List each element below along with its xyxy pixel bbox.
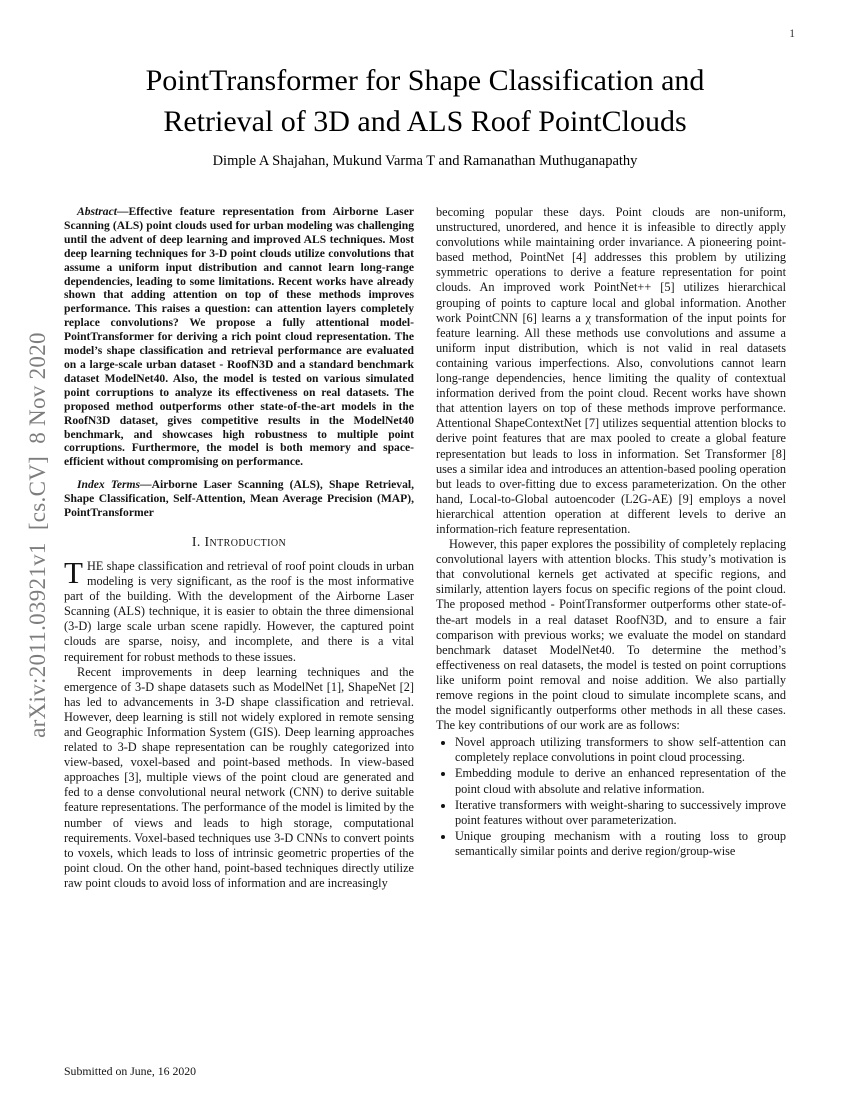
arxiv-watermark: arXiv:2011.03921v1 [cs.CV] 8 Nov 2020 <box>25 332 50 738</box>
contributions-list <box>442 735 786 859</box>
right-paragraph-1: becoming popular these days. Point clouds are non-uniform, unstructured, unordered, and hence it is infeasible to directly apply convolutions while maintaining order invariance. A pioneering point-based method, PointNet [4] addresses this problem by utilizing symmetric operations to derive a feature representation for point clouds. An improved work PointNet++ [5] utilizes hierarchical grouping of points to capture local and global information. Another work PointCNN [6] learns a χ transformation of the input points for feature learning. All these methods use convolutions and assume a uniform input distribution, which is not valid in real datasets containing various imperfections. Also, convolutions cannot learn long-range dependencies, hence limiting the quality of contextual information derived from the point cloud. Recent works have shown that attention layers on top of these methods improve performance. Attentional ShapeContextNet [7] utilizes sequential attention blocks to derive point features that are max pooled to create a global feature representation but leads to loss in information. Set Transformer [8] uses a similar idea and introduces an attention-based pooling operation but leads to over-fitting due to excess parameterization. On the other hand, Local-to-Global autoencoder (L2G-AE) [9] employs a novel hierarchical attention operation at different levels to derive an information-rich feature representation. <box>436 205 786 536</box>
intro-paragraph-1-text: HE shape classification and retrieval of roof point clouds in urban modeling is very significant, as the roof is the most informative part of the building. With the development of the Airborne Laser Scanning (ALS) technique, it is easier to obtain the three dimensional (3-D) large scale urban scene rapidly. However, the captured point clouds are sparse, noisy, and incomplete, and there is a vital requirement for robust methods to these issues. <box>64 558 414 664</box>
paper-header <box>0 0 850 170</box>
page-number: 1 <box>789 28 795 40</box>
contribution-item-4: • Unique grouping mechanism with a routing loss to group semantically similar points and derive region/group-wise <box>455 829 786 859</box>
paper-title <box>0 60 850 142</box>
index-terms-paragraph <box>64 478 414 520</box>
index-terms-text: Airborne Laser Scanning (ALS), Shape Retrieval, Shape Classification, Self-Attention, Mean Average Precision (MAP), PointTransformer <box>64 478 414 520</box>
right-column <box>436 205 786 891</box>
right-paragraph-2: However, this paper explores the possibility of completely replacing convolutional layers with attention blocks. This study’s motivation is that convolutional kernels get activated at specific regions, and similarly, attention layers focus on specific regions of the point cloud. The proposed method - PointTransformer outperforms other state-of-the-art models in a real dataset RoofN3D, and to ensure a fair comparison with previous works; we evaluate the model on standard benchmark dataset ModelNet40. To determine the method’s effectiveness on real datasets, the model is tested on point corruptions like uniform point removal and noise addition. We also partially remove regions in the point cloud to simulate incomplete scans, and the model significantly outperforms other methods in all these cases. The key contributions of our work are as follows: <box>436 537 786 733</box>
authors-line: Dimple A Shajahan, Mukund Varma T and Ramanathan Muthuganapathy <box>212 153 638 169</box>
abstract-text: Effective feature representation from Airborne Laser Scanning (ALS) point clouds used for urban modeling was challenging until the advent of deep learning and improved ALS techniques. Most deep learning techniques for 3-D point clouds utilize convolutions that assume a uniform input distribution and cannot learn long-range dependencies, leading to some limitations. Recent works have already shown that adding attention on top of these methods improves performance. This raises a question: can attention layers completely replace convolutions? We propose a fully attentional model-PointTransformer for deriving a rich point cloud representation. The model’s shape classification and retrieval performance are evaluated on a large-scale urban dataset - RoofN3D and a standard benchmark dataset ModelNet40. Also, the model is tested on various simulated point corruptions to analyze its effectiveness on real datasets. The proposed method outperforms other state-of-the-art models in the RoofN3D dataset, gives competitive results in the ModelNet40 benchmark, and showcases high robustness to multiple point corruptions. Furthermore, the model is both memory and space-efficient without compromising on performance. <box>64 205 414 469</box>
title-line-1: PointTransformer for Shape Classification and <box>145 64 705 97</box>
section-heading-introduction: I. Introduction <box>191 533 287 549</box>
dropcap-letter: T <box>64 554 83 590</box>
abstract-paragraph <box>64 205 414 469</box>
abstract-label: Abstract— <box>77 205 129 218</box>
intro-paragraph-1 <box>64 554 414 665</box>
title-line-2: Retrieval of 3D and ALS Roof PointClouds <box>163 105 687 138</box>
contribution-item-1: • Novel approach utilizing transformers to show self-attention can completely replace convolutions in point cloud processing. <box>455 735 786 765</box>
intro-paragraph-2: Recent improvements in deep learning techniques and the emergence of 3-D shape datasets such as ModelNet [1], ShapeNet [2] has led to advancements in 3-D shape classification and retrieval. However, deep learning is still not widely explored in remote sensing and Geographic Information System (GIS). Deep learning approaches related to 3-D shape representation can be roughly categorized into view-based, voxel-based and point-based methods. In view-based approaches [3], multiple views of the point cloud are generated and fed to a dense convolutional neural network (CNN) to derive suitable feature representations. The performance of the model is limited by the number of views and leads to high storage, computational requirements. Voxel-based techniques use 3-D CNNs to convert points to voxels, which leads to loss of intrinsic geometric properties of the point cloud. On the other hand, point-based techniques directly utilize raw point clouds to avoid loss of information and are increasingly <box>64 664 414 890</box>
contribution-item-3: • Iterative transformers with weight-sharing to successively improve point features without over parameterization. <box>455 798 786 828</box>
submission-note: Submitted on June, 16 2020 <box>64 1064 197 1078</box>
left-column <box>64 205 414 891</box>
two-column-body <box>64 205 786 891</box>
contribution-item-2: • Embedding module to derive an enhanced representation of the point cloud with absolute and relative information. <box>455 766 786 796</box>
index-terms-label: Index Terms— <box>77 478 152 492</box>
